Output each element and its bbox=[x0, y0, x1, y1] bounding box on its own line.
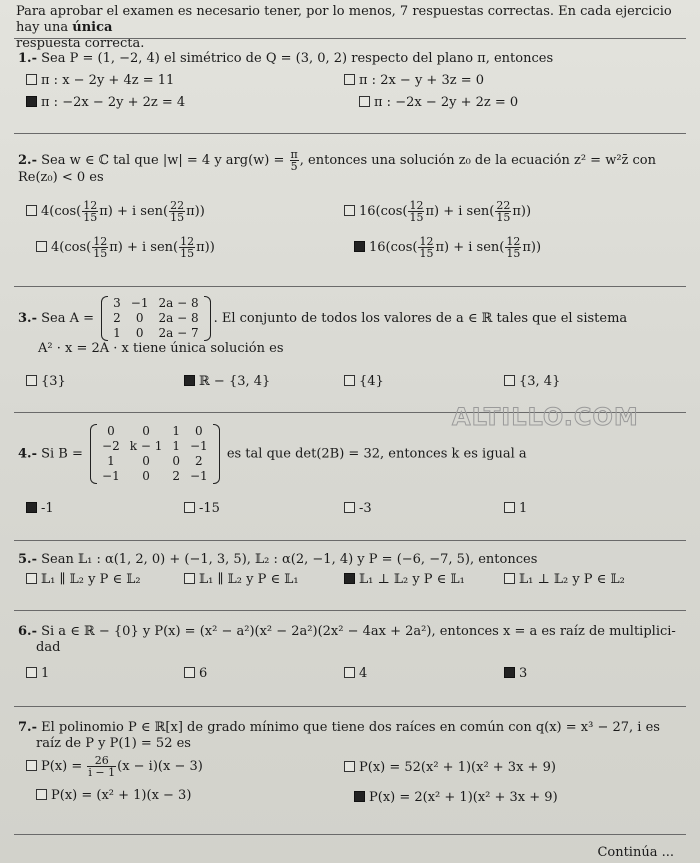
checkbox-icon[interactable] bbox=[359, 96, 370, 107]
matrix-a-row bbox=[108, 326, 203, 341]
checked-checkbox-icon[interactable] bbox=[184, 375, 195, 386]
q4-option-d[interactable]: 1 bbox=[504, 501, 527, 517]
divider bbox=[14, 610, 686, 611]
q3-option-a[interactable]: {3} bbox=[26, 374, 66, 390]
checkbox-icon[interactable] bbox=[504, 375, 515, 386]
matrix-a bbox=[101, 296, 210, 341]
divider bbox=[14, 38, 686, 39]
matrix-b-cell: 0 bbox=[195, 424, 203, 438]
matrix-b-cell: 1 bbox=[172, 439, 180, 453]
matrix-a-cell: 2a − 8 bbox=[158, 296, 199, 310]
matrix-b-cell: 0 bbox=[142, 469, 150, 483]
checked-checkbox-icon[interactable] bbox=[504, 667, 515, 678]
matrix-b-cell: 0 bbox=[142, 424, 150, 438]
checkbox-icon[interactable] bbox=[344, 667, 355, 678]
question-4: 4.- Si B = 0 0 1 0 −2 k − 1 1 −1 1 0 0 2 −1 0 2 −1 es tal que det(2B) = 32, entonces k es igual a -1 -15 -3 1 bbox=[18, 424, 528, 516]
checkbox-icon[interactable] bbox=[344, 502, 355, 513]
q3-option-b[interactable]: ℝ − {3, 4} bbox=[184, 374, 270, 390]
checkbox-icon[interactable] bbox=[184, 573, 195, 584]
matrix-b-cell: 1 bbox=[172, 424, 180, 438]
checkbox-icon[interactable] bbox=[504, 573, 515, 584]
checkbox-icon[interactable] bbox=[26, 375, 37, 386]
q3-option-c[interactable]: {4} bbox=[344, 374, 384, 390]
watermark-logo: ALTILLO.COM bbox=[452, 403, 639, 431]
checkbox-icon[interactable] bbox=[344, 761, 355, 772]
matrix-b-cell: −1 bbox=[102, 469, 120, 483]
q2-option-b[interactable]: 16(cos( $\frac{12}{15}$ π) + i sen( $\frac{22}{15}$ π)) bbox=[344, 200, 531, 223]
checked-checkbox-icon[interactable] bbox=[344, 573, 355, 584]
matrix-b bbox=[90, 424, 220, 484]
q4-option-b[interactable]: -15 bbox=[184, 501, 220, 517]
q1-option-c[interactable]: π : −2x − 2y + 2z = 4 bbox=[26, 95, 185, 111]
matrix-b-row bbox=[97, 424, 213, 439]
checkbox-icon[interactable] bbox=[184, 667, 195, 678]
checkbox-icon[interactable] bbox=[26, 667, 37, 678]
checked-checkbox-icon[interactable] bbox=[354, 241, 365, 252]
question-3: 3.- Sea A = 3 −1 2a − 8 2 0 2a − 8 1 0 2a − 7 . El conjunto de todos los valores de a ∈ ℝ tales que el sistema A² · x = 2A · x tiene única solución es {3} ℝ − {3, 4} {4} {3, 4} bbox=[18, 296, 628, 389]
matrix-b-cell: −2 bbox=[102, 439, 120, 453]
matrix-b-cell: −1 bbox=[189, 439, 208, 453]
fraction: $\frac{\pi}{5}$ bbox=[290, 148, 298, 173]
instructions: Para aprobar el examen es necesario tener, por lo menos, 7 respuestas correctas. En cada ejercicio hay una única respuesta correcta. bbox=[16, 4, 672, 51]
q5-option-d[interactable]: 𝕃₁ ⊥ 𝕃₂ y P ∈ 𝕃₂ bbox=[504, 572, 625, 588]
matrix-b-row bbox=[97, 439, 213, 454]
matrix-a-cell: 1 bbox=[113, 326, 121, 340]
checkbox-icon[interactable] bbox=[36, 789, 47, 800]
q4-option-a[interactable]: -1 bbox=[26, 501, 54, 517]
q6-option-a[interactable]: 1 bbox=[26, 666, 49, 682]
instructions-emphasis: única bbox=[72, 20, 113, 35]
q2-option-c[interactable]: 4(cos( $\frac{12}{15}$ π) + i sen( $\frac{12}{15}$ π)) bbox=[36, 236, 215, 259]
matrix-b-cell: 2 bbox=[172, 469, 180, 483]
matrix-a-cell: 2 bbox=[113, 311, 121, 325]
q7-option-c[interactable]: P(x) = (x² + 1)(x − 3) bbox=[36, 788, 191, 804]
matrix-a-cell: −1 bbox=[130, 296, 149, 310]
matrix-a-cell: 0 bbox=[135, 326, 144, 340]
question-6: 6.- Si a ∈ ℝ − {0} y P(x) = (x² − a²)(x² − 2a²)(2x² − 4ax + 2a²), entonces x = a es raíz de multiplici- dad 1 6 4 3 bbox=[18, 624, 676, 681]
q3-option-d[interactable]: {3, 4} bbox=[504, 374, 560, 390]
checkbox-icon[interactable] bbox=[26, 760, 37, 771]
divider bbox=[14, 540, 686, 541]
matrix-a-cell: 3 bbox=[113, 296, 121, 310]
matrix-b-cell: 2 bbox=[195, 454, 203, 468]
question-1: 1.- Sea P = (1, −2, 4) el simétrico de Q = (3, 0, 2) respecto del plano π, entonces π : x − 2y + 4z = 11 π : 2x − y + 3z = 0 π : −2x − 2y + 2z = 4 π : −2x − 2y + 2z = 0 bbox=[18, 51, 554, 110]
matrix-b-cell: 0 bbox=[172, 454, 180, 468]
question-1-text: Sea P = (1, −2, 4) el simétrico de Q = (3, 0, 2) respecto del plano π, entonces bbox=[41, 51, 554, 66]
q2-option-a[interactable]: 4(cos( $\frac{12}{15}$ π) + i sen( $\frac{22}{15}$ π)) bbox=[26, 200, 205, 223]
q1-option-a[interactable]: π : x − 2y + 4z = 11 bbox=[26, 73, 174, 89]
matrix-b-cell: 0 bbox=[107, 424, 115, 438]
matrix-b-cell: −1 bbox=[189, 469, 208, 483]
q5-option-b[interactable]: 𝕃₁ ∥ 𝕃₂ y P ∈ 𝕃₁ bbox=[184, 572, 299, 588]
q7-option-b[interactable]: P(x) = 52(x² + 1)(x² + 3x + 9) bbox=[344, 760, 556, 776]
divider bbox=[14, 834, 686, 835]
matrix-b-cell: 1 bbox=[107, 454, 115, 468]
question-2: 2.- Sea w ∈ ℂ tal que |w| = 4 y arg(w) = $\frac{\pi}{5}$ , entonces una solución z₀ de la ecuación z² = w²z̄ con Re(z₀) < 0 es 4(cos( $\frac{12}{15}$ π) + i sen( $\frac{22}{15}$ π)) 16(cos( $\frac{12}{15}$ π) + i sen( $\frac{22}{15}$ π)) 4(cos( $\frac{12}{15}$ π) + i sen( $\frac{12}{15}$ π)) 16(cos( $\frac{12}{15}$ π) + i sen( $\frac{12}{15}$ π)) bbox=[18, 148, 656, 260]
matrix-b-row bbox=[97, 454, 213, 469]
matrix-a-cell: 2a − 8 bbox=[158, 311, 199, 325]
checkbox-icon[interactable] bbox=[344, 205, 355, 216]
matrix-b-row bbox=[97, 469, 213, 484]
checked-checkbox-icon[interactable] bbox=[26, 96, 37, 107]
q1-option-b[interactable]: π : 2x − y + 3z = 0 bbox=[344, 73, 484, 89]
question-5: 5.- Sean 𝕃₁ : α(1, 2, 0) + (−1, 3, 5), 𝕃₂ : α(2, −1, 4) y P = (−6, −7, 5), entonces 𝕃₁ ∥ 𝕃₂ y P ∈ 𝕃₂ 𝕃₁ ∥ 𝕃₂ y P ∈ 𝕃₁ 𝕃₁ ⊥ 𝕃₂ y P ∈ 𝕃₁ 𝕃₁ ⊥ 𝕃₂ y P ∈ 𝕃₂ bbox=[18, 552, 625, 587]
checkbox-icon[interactable] bbox=[26, 573, 37, 584]
q6-option-c[interactable]: 4 bbox=[344, 666, 367, 682]
checkbox-icon[interactable] bbox=[344, 375, 355, 386]
matrix-a-cell: 0 bbox=[135, 311, 144, 325]
question-7: 7.- El polinomio P ∈ ℝ[x] de grado mínimo que tiene dos raíces en común con q(x) = x³ − 27, i es raíz de P y P(1) = 52 es P(x) = $\frac{26}{i - 1}$ (x − i)(x − 3) P(x) = 52(x² + 1)(x² + 3x + 9) P(x) = (x² + 1)(x − 3) P(x) = 2(x² + 1)(x² + 3x + 9) bbox=[18, 720, 660, 805]
matrix-a-cell: 2a − 7 bbox=[158, 326, 199, 340]
q7-option-d[interactable]: P(x) = 2(x² + 1)(x² + 3x + 9) bbox=[354, 790, 558, 806]
checkbox-icon[interactable] bbox=[504, 502, 515, 513]
checkbox-icon[interactable] bbox=[184, 502, 195, 513]
q7-option-a[interactable]: P(x) = $\frac{26}{i - 1}$ (x − i)(x − 3) bbox=[26, 754, 203, 780]
divider bbox=[14, 706, 686, 707]
q2-option-d[interactable]: 16(cos( $\frac{12}{15}$ π) + i sen( $\frac{12}{15}$ π)) bbox=[354, 236, 541, 259]
q5-option-c[interactable]: 𝕃₁ ⊥ 𝕃₂ y P ∈ 𝕃₁ bbox=[344, 572, 465, 588]
checked-checkbox-icon[interactable] bbox=[354, 791, 365, 802]
checkbox-icon[interactable] bbox=[26, 74, 37, 85]
matrix-b-cell: 0 bbox=[142, 454, 150, 468]
q1-option-d[interactable]: π : −2x − 2y + 2z = 0 bbox=[359, 95, 518, 111]
checkbox-icon[interactable] bbox=[344, 74, 355, 85]
q6-option-d[interactable]: 3 bbox=[504, 666, 527, 682]
checkbox-icon[interactable] bbox=[26, 205, 37, 216]
q5-option-a[interactable]: 𝕃₁ ∥ 𝕃₂ y P ∈ 𝕃₂ bbox=[26, 572, 141, 588]
q4-option-c[interactable]: -3 bbox=[344, 501, 372, 517]
checkbox-icon[interactable] bbox=[36, 241, 47, 252]
matrix-a-row bbox=[108, 296, 203, 311]
matrix-a-row bbox=[108, 311, 203, 326]
divider bbox=[14, 286, 686, 287]
q6-option-b[interactable]: 6 bbox=[184, 666, 207, 682]
matrix-b-cell: k − 1 bbox=[129, 439, 163, 453]
continue-note: Continúa ... bbox=[597, 845, 674, 860]
divider bbox=[14, 133, 686, 134]
checked-checkbox-icon[interactable] bbox=[26, 502, 37, 513]
